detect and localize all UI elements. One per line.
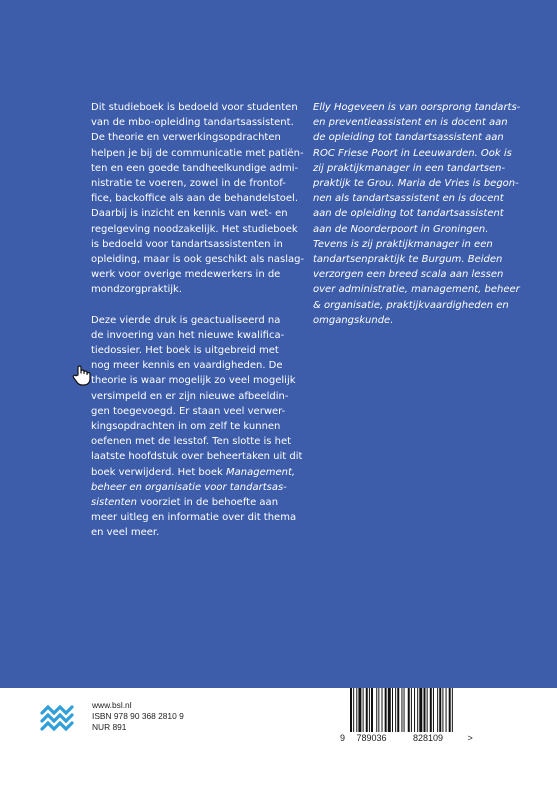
barcode-bar xyxy=(433,688,434,732)
hand-pointer-icon xyxy=(72,364,92,386)
text-line: theorie is waar mogelijk zo veel mogelijk xyxy=(91,375,296,387)
barcode-bar xyxy=(397,688,399,732)
text-line: van de mbo-opleiding tandartsassistent. xyxy=(91,117,294,129)
barcode-bar xyxy=(350,688,352,732)
barcode-bar xyxy=(439,688,441,732)
barcode-bar xyxy=(411,688,412,732)
text-line: zij praktijkmanager in een tandartsen- xyxy=(313,162,506,174)
book-title-fragment: Management, xyxy=(226,466,296,478)
text-line: verzorgen een breed scala aan lessen xyxy=(313,269,504,281)
bottom-strip xyxy=(0,688,557,800)
text-line: Daarbij is inzicht en kennis van wet- en xyxy=(91,208,288,220)
barcode xyxy=(350,688,468,732)
text-line: Elly Hogeveen is van oorsprong tandarts- xyxy=(313,102,521,113)
barcode-bar xyxy=(452,688,453,732)
barcode-bar xyxy=(382,688,383,732)
text-line: tandartsenpraktijk te Burgum. Beiden xyxy=(313,254,503,266)
text-line: tiedossier. Het boek is uitgebreid met xyxy=(91,345,279,357)
description-paragraph-2 xyxy=(91,313,303,541)
barcode-bar xyxy=(427,688,428,732)
description-paragraph-1 xyxy=(91,100,305,298)
text-line: versimpeld en er zijn nieuwe afbeeldin- xyxy=(91,390,289,402)
barcode-bar xyxy=(395,688,396,732)
text-line: werk voor overige medewerkers in de xyxy=(91,269,281,281)
barcode-bar xyxy=(356,688,357,732)
barcode-bar xyxy=(376,688,377,732)
text-line: opleiding, maar is ook geschikt als naslag- xyxy=(91,254,305,266)
barcode-bar xyxy=(446,688,447,732)
text-line: ten en een goede tandheelkundige admi- xyxy=(91,162,299,174)
barcode-bar xyxy=(449,688,451,732)
book-title-fragment: beheer en organisatie voor tandartsas- xyxy=(91,481,287,493)
text-line: en veel meer. xyxy=(91,527,160,539)
barcode-bar xyxy=(437,688,438,732)
text-fragment: boek verwijderd. Het boek xyxy=(91,466,227,478)
text-line: meer uitleg en informatie over dit thema xyxy=(91,512,297,524)
text-line: oefenen met de lesstof. Ten slotte is het xyxy=(91,436,292,448)
text-line: omgangskunde. xyxy=(313,314,394,326)
text-line: regelgeving noodzakelijk. Het studieboek xyxy=(91,223,298,235)
book-title-fragment: sistenten xyxy=(91,497,138,509)
text-line: nen als tandartsassistent en is docent xyxy=(313,193,504,205)
text-line: de opleiding tot tandartsassistent aan xyxy=(313,132,504,144)
text-line: kingsopdrachten in om zelf te kunnen xyxy=(91,421,281,433)
text-line: laatste hoofdstuk over beheertaken uit dit xyxy=(91,451,303,463)
text-line: nog meer kennis en vaardigheden. De xyxy=(91,360,283,372)
text-line: gen toegevoegd. Er staan veel verwer- xyxy=(91,405,286,417)
text-line: De theorie en verwerkingsopdrachten xyxy=(91,132,281,144)
barcode-bar xyxy=(442,688,443,732)
text-line: is bedoeld voor tandartsassistenten in xyxy=(91,238,283,250)
text-line: over administratie, management, beheer xyxy=(313,284,520,296)
text-line: en preventieassistent en is docent aan xyxy=(313,117,508,129)
nur-text: NUR 891 xyxy=(92,722,127,732)
publisher-info xyxy=(92,700,184,733)
barcode-bar xyxy=(353,688,354,732)
text-line: Deze vierde druk is geactualiseerd na xyxy=(91,314,281,326)
description-column xyxy=(91,100,305,556)
barcode-bar xyxy=(366,688,368,732)
barcode-digits xyxy=(340,733,473,743)
text-line xyxy=(91,465,297,480)
barcode-bar xyxy=(363,688,364,732)
text-line: & organisatie, praktijkvaardigheden en xyxy=(313,299,509,311)
barcode-bar xyxy=(404,688,405,732)
text-fragment: voorziet in de behoefte aan xyxy=(137,497,279,509)
text-line: Tevens is zij praktijkmanager in een xyxy=(313,238,493,250)
barcode-bar xyxy=(424,688,426,732)
barcode-bar xyxy=(401,688,402,732)
barcode-bar xyxy=(392,688,393,732)
barcode-bar xyxy=(430,688,432,732)
text-line: de invoering van het nieuwe kwalifica- xyxy=(91,329,285,341)
text-line: nistratie te voeren, zowel in de frontof- xyxy=(91,178,286,190)
text-line: aan de Noorderpoort in Groningen. xyxy=(313,223,489,235)
isbn-text: ISBN 978 90 368 2810 9 xyxy=(92,711,184,721)
authors-column xyxy=(313,100,523,343)
bsl-logo-icon xyxy=(38,703,80,737)
text-line: Dit studieboek is bedoeld voor studenten xyxy=(91,102,298,113)
barcode-digit-group: 9 xyxy=(340,733,346,743)
authors-paragraph xyxy=(313,100,523,328)
barcode-bar xyxy=(358,688,361,732)
barcode-bar xyxy=(369,688,370,732)
barcode-bar xyxy=(371,688,373,732)
barcode-bar xyxy=(378,688,379,732)
text-line xyxy=(91,480,297,495)
barcode-digit-group: 789036 xyxy=(356,733,387,743)
barcode-bar xyxy=(419,688,422,732)
text-line: praktijk te Grou. Maria de Vries is begon- xyxy=(313,178,519,190)
barcode-digit-group: 828109 xyxy=(413,733,444,743)
barcode-bar xyxy=(408,688,410,732)
barcode-bar xyxy=(388,688,391,732)
text-line: aan de opleiding tot tandartsassistent xyxy=(313,208,504,220)
barcode-bar xyxy=(417,688,418,732)
website-link[interactable]: www.bsl.nl xyxy=(92,700,132,710)
text-line: ROC Friese Poort in Leeuwarden. Ook is xyxy=(313,147,512,159)
text-line: fice, backoffice als aan de behandelstoel. xyxy=(91,193,299,205)
text-line xyxy=(91,495,297,510)
text-line: helpen je bij de communicatie met patiën- xyxy=(91,147,304,159)
barcode-bar xyxy=(385,688,387,732)
barcode-digit-group: > xyxy=(467,733,473,743)
barcode-bar xyxy=(414,688,415,732)
text-line: mondzorgpraktijk. xyxy=(91,284,183,296)
